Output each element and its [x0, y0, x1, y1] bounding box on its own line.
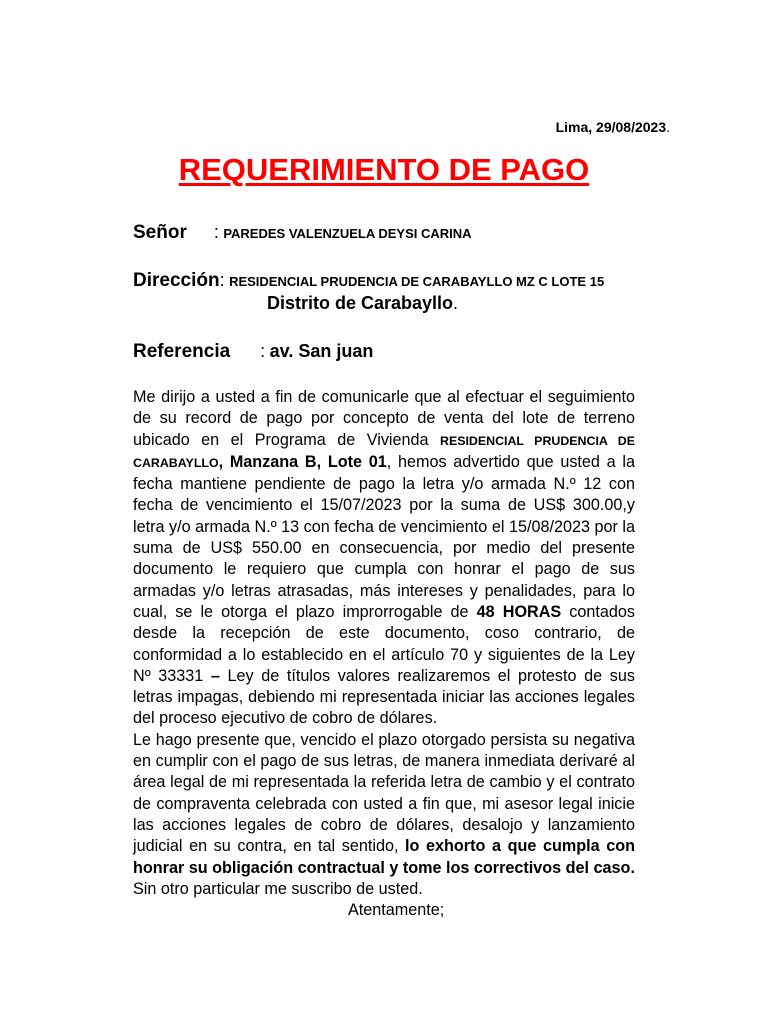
document-title: REQUERIMIENTO DE PAGO [178, 152, 590, 187]
recipient-row [133, 222, 472, 244]
district-value: Distrito de Carabayllo [267, 293, 454, 313]
address-row [133, 270, 604, 292]
program-name: RESIDENCIAL PRUDENCIA DE CARABAYLLO [133, 433, 635, 470]
p1-text-b: , hemos advertido que usted a la fecha mantiene pendiente de pago la letra y/o armada N.º 12 con fecha de vencimiento el 15/07/2023 por la suma de US$ 300.00,y letra y/o armada N.º 13 con fecha de vencimiento el 15/08/2023 por la suma de US$ 550.00 en consecuencia, por medio del presente documento le requiero que cumpla con honrar el pago de sus armadas y/o letras atrasadas, más intereses y penalidades, para lo cual, se le otorga el plazo improrrogable de [133, 452, 635, 621]
p1-text-d: Ley de títulos valores realizaremos el protesto de sus letras impagas, debiendo mi representada iniciar las acciones legales del proceso ejecutivo de cobro de dólares. [133, 666, 635, 728]
date-period: . [666, 119, 670, 135]
address-label: Dirección [133, 270, 220, 291]
address-colon: : [219, 270, 225, 290]
date-line [556, 119, 670, 135]
reference-row [133, 341, 373, 363]
reference-value: av. San juan [269, 341, 374, 361]
reference-label: Referencia [133, 341, 231, 362]
district-row [267, 293, 458, 314]
exhortation: lo exhorto a que cumpla con honrar su obligación contractual y tome los correctivos del caso. [133, 837, 635, 877]
lot-detail: , Manzana B, Lote 01 [218, 452, 387, 471]
address-value: RESIDENCIAL PRUDENCIA DE CARABAYLLO MZ C LOTE 15 [229, 274, 605, 289]
paragraph-warning [133, 730, 635, 879]
p1-text-a: Me dirijo a usted a fin de comunicarle que al efectuar el seguimiento de su record de pago por concepto de venta del lote de terreno ubicado en el Programa de Vivienda [133, 388, 635, 449]
p2-text-a: Le hago presente que, vencido el plazo otorgado persista su negativa en cumplir con el pago de sus letras, de manera inmediata derivaré al área legal de mi representada la referida letra de cambio y el contrato de compraventa celebrada con usted a fin que, mi asesor legal inicie las acciones legales de cobro de dólares, desalojo y lanzamiento judicial en su contra, en tal sentido, [133, 730, 635, 856]
p1-text-c: contados desde la recepción de este documento, coso contrario, de conformidad a lo establecido en el artículo 70 y siguientes de la Ley Nº 33331 [133, 602, 636, 685]
district-period: . [453, 293, 459, 313]
reference-colon: : [260, 341, 266, 361]
law-dash: – [210, 666, 220, 685]
deadline-hours: 48 HORAS [476, 602, 562, 621]
date-text: Lima, 29/08/2023 [555, 119, 667, 135]
paragraph-notice [133, 387, 635, 730]
recipient-label: Señor [133, 222, 187, 243]
paragraph-signoff: Sin otro particular me suscribo de usted. [133, 879, 423, 898]
letter-body [133, 387, 635, 921]
recipient-colon: : [213, 222, 219, 242]
recipient-name: PAREDES VALENZUELA DEYSI CARINA [223, 226, 472, 241]
closing-salutation: Atentamente; [348, 901, 445, 920]
